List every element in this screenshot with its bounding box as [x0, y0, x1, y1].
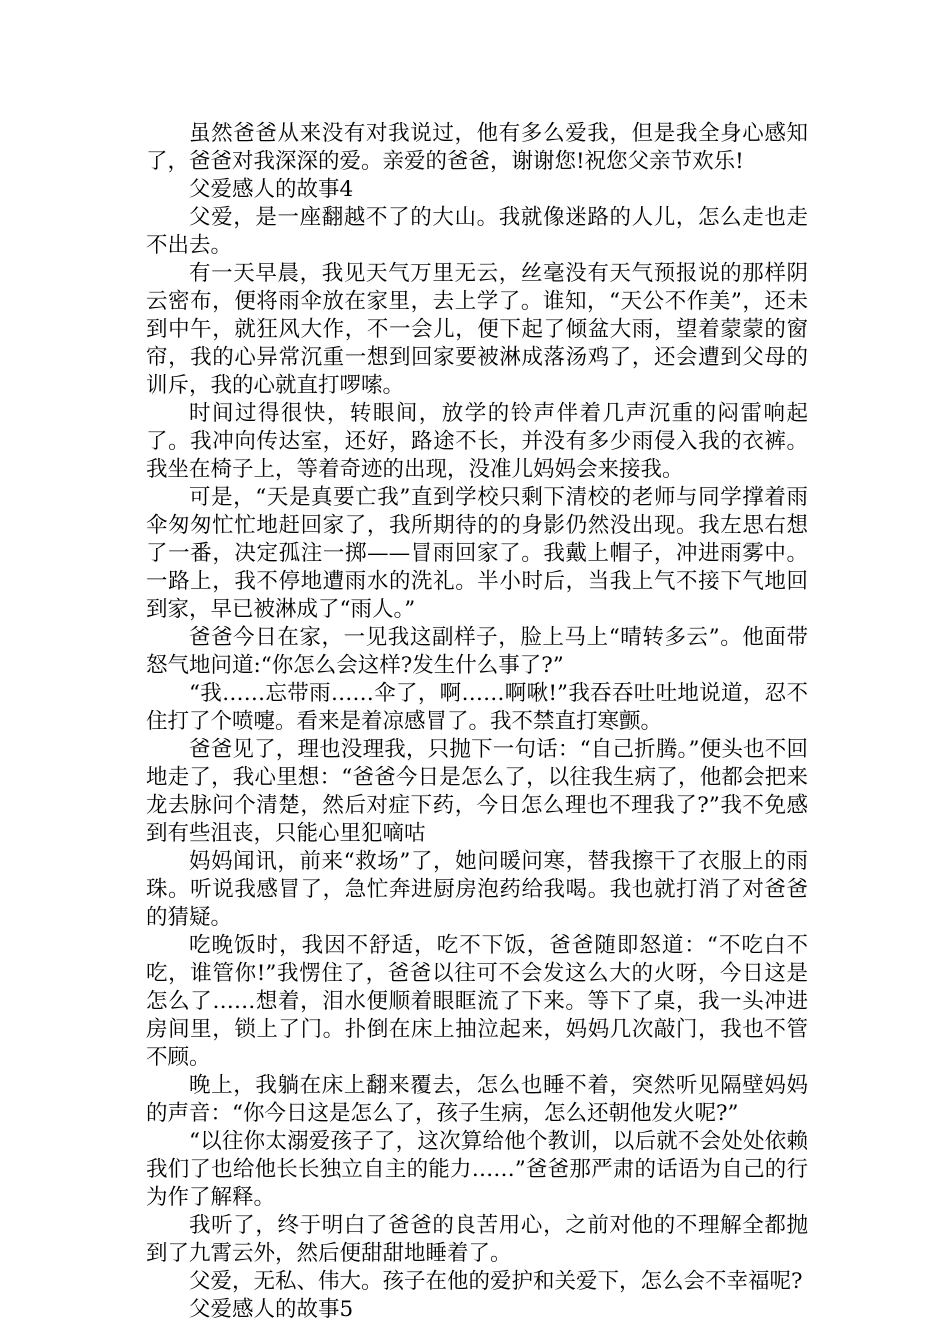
paragraph-dad-angry: 爸爸今日在家，一见我这副样子，脸上马上“晴转多云”。他面带怒气地问道:“你怎么会这样?发生什么事了?”	[146, 625, 808, 678]
section-heading-story-5: 父爱感人的故事5	[189, 1297, 354, 1322]
paragraph-mom-helps: 妈妈闻讯，前来“救场”了，她问暖问寒，替我擦干了衣服上的雨珠。听说我感冒了，急忙奔进厨房泡药给我喝。我也就打消了对爸爸的猜疑。	[146, 849, 808, 930]
paragraph-conclusion: 父爱，无私、伟大。孩子在他的爱护和关爱下，怎么会不幸福呢?	[189, 1269, 803, 1294]
paragraph-dad-explains: “以往你太溺爱孩子了，这次算给他个教训，以后就不会处处依赖我们了也给他长长独立自主的能力……”爸爸那严肃的话语为自己的行为作了解释。	[146, 1129, 808, 1210]
paragraph-rainy-morning: 有一天早晨，我见天气万里无云，丝毫没有天气预报说的那样阴云密布，便将雨伞放在家里，去上学了。谁知，“天公不作美”，还未到中午，就狂风大作，不一会儿，便下起了倾盆大雨，望着蒙蒙的窗帘，我的心异常沉重一想到回家要被淋成落汤鸡了，还会遭到父母的训斥，我的心就直打啰嗦。	[146, 261, 808, 398]
paragraph-forgot-umbrella: “我……忘带雨……伞了，啊……啊啾!”我吞吞吐吐地说道，忍不住打了个喷嚏。看来是着凉感冒了。我不禁直打寒颤。	[146, 681, 808, 734]
paragraph-dad-ignores: 爸爸见了，理也没理我，只抛下一句话：“自己折腾。”便头也不回地走了，我心里想：“爸爸今日是怎么了，以往我生病了，他都会把来龙去脉问个清楚，然后对症下药，今日怎么理也不理我了?”我不免感到有些沮丧，只能心里犯嘀咕	[146, 737, 808, 846]
paragraph-run-home-in-rain: 可是，“天是真要亡我”直到学校只剩下清校的老师与同学撑着雨伞匆匆忙忙地赶回家了，我所期待的的身影仍然没出现。我左思右想了一番，决定孤注一掷——冒雨回家了。我戴上帽子，冲进雨雾中。一路上，我不停地遭雨水的洗礼。半小时后，当我上气不接下气地回到家，早已被淋成了“雨人。”	[146, 485, 808, 622]
paragraph-dinner: 吃晚饭时，我因不舒适，吃不下饭，爸爸随即怒道：“不吃白不吃，谁管你!”我愣住了，爸爸以往可不会发这么大的火呀，今日这是怎么了……想着，泪水便顺着眼眶流了下来。等下了桌，我一头冲进房间里，锁上了门。扑倒在床上抽泣起来，妈妈几次敲门，我也不管不顾。	[146, 933, 808, 1070]
section-heading-story-4: 父爱感人的故事4	[189, 177, 354, 202]
paragraph-night: 晚上，我躺在床上翻来覆去，怎么也睡不着，突然听见隔壁妈妈的声音：“你今日这是怎么了，孩子生病，怎么还朝他发火呢?”	[146, 1073, 808, 1126]
paragraph-understanding: 我听了，终于明白了爸爸的良苦用心，之前对他的不理解全都抛到了九霄云外，然后便甜甜地睡着了。	[146, 1213, 808, 1266]
paragraph-closing-wishes: 虽然爸爸从来没有对我说过，他有多么爱我，但是我全身心感知了，爸爸对我深深的爱。亲爱的爸爸，谢谢您!祝您父亲节欢乐!	[146, 121, 808, 174]
paragraph-school-bell: 时间过得很快，转眼间，放学的铃声伴着几声沉重的闷雷响起了。我冲向传达室，还好，路途不长，并没有多少雨侵入我的衣裤。我坐在椅子上，等着奇迹的出现，没准儿妈妈会来接我。	[146, 401, 808, 482]
document-body	[146, 120, 808, 1324]
paragraph-fatherly-love-mountain: 父爱，是一座翻越不了的大山。我就像迷路的人儿，怎么走也走不出去。	[146, 205, 808, 258]
